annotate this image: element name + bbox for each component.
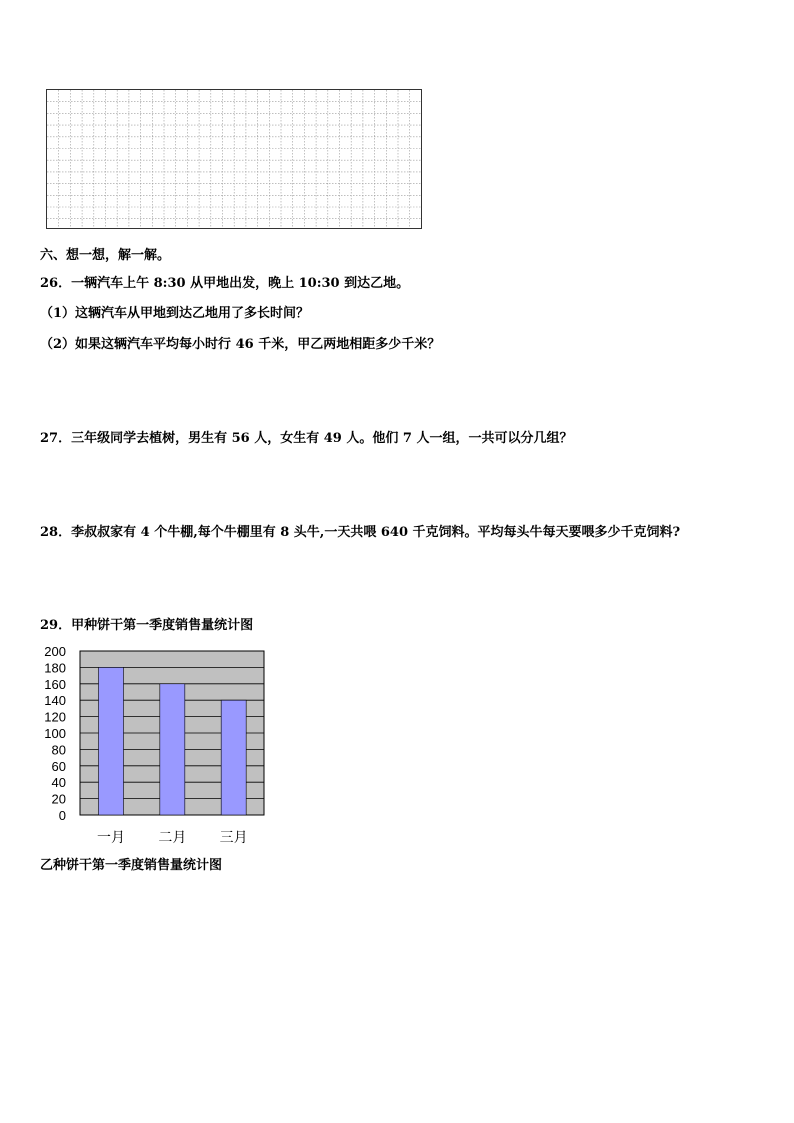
question-29: 29．甲种饼干第一季度销售量统计图 — [40, 618, 254, 633]
question-28: 28．李叔叔家有 4 个牛棚,每个牛棚里有 8 头牛,一天共喂 640 千克饲料。平均每头牛每天要喂多少千克饲料? — [40, 525, 681, 540]
bar-1 — [99, 667, 124, 815]
y-tick-label: 160 — [44, 676, 66, 692]
question-27: 27．三年级同学去植树，男生有 56 人，女生有 49 人。他们 7 人一组，一共可以分几组？ — [40, 431, 573, 446]
question-26-part-1: （1）这辆汽车从甲地到达乙地用了多长时间？ — [40, 306, 310, 321]
question-26: 26．一辆汽车上午 8:30 从甲地出发，晚上 10:30 到达乙地。 — [40, 276, 410, 291]
y-tick-label: 40 — [51, 775, 66, 791]
second-chart-caption: 乙种饼干第一季度销售量统计图 — [40, 858, 223, 873]
y-tick-label: 180 — [44, 660, 66, 676]
x-tick-label: 二月 — [158, 829, 187, 845]
question-26-part-2: （2）如果这辆汽车平均每小时行 46 千米，甲乙两地相距多少千米？ — [40, 337, 441, 352]
y-tick-label: 120 — [44, 709, 66, 725]
bar-2 — [160, 684, 185, 815]
section-heading: 六、想一想，解一解。 — [40, 248, 171, 263]
bar-3 — [221, 700, 246, 815]
x-tick-label: 三月 — [219, 829, 248, 845]
bar-chart-svg — [36, 644, 276, 854]
y-tick-label: 100 — [44, 726, 66, 741]
y-tick-label: 20 — [51, 791, 66, 807]
dotted-grid — [47, 90, 421, 228]
y-tick-label: 200 — [44, 644, 66, 659]
y-tick-label: 140 — [44, 693, 66, 709]
x-tick-label: 一月 — [97, 829, 125, 845]
y-tick-label: 0 — [58, 808, 66, 823]
answer-grid-box — [46, 89, 422, 229]
y-tick-label: 60 — [51, 758, 66, 774]
y-tick-label: 80 — [51, 742, 66, 758]
bar-chart — [36, 644, 276, 854]
